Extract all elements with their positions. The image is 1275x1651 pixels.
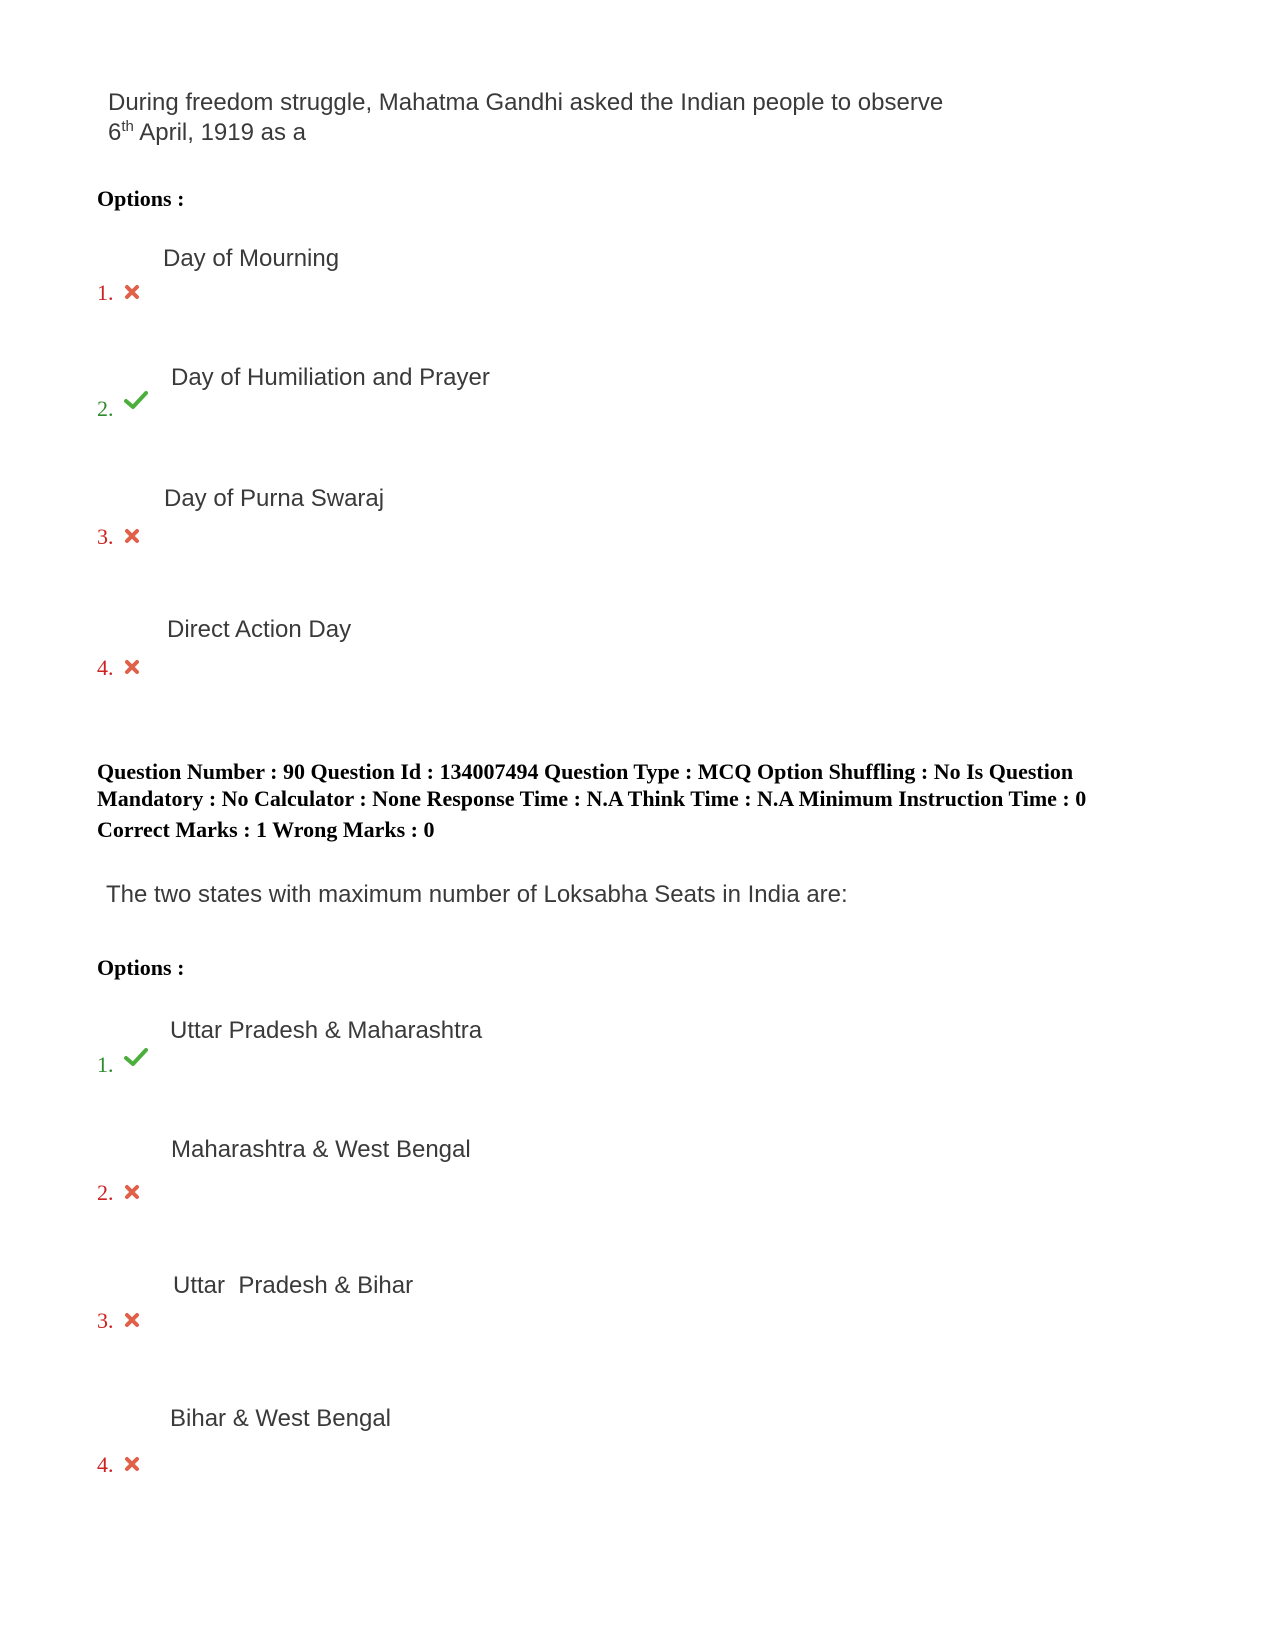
option-number: 3. bbox=[97, 1308, 140, 1334]
option-text: Bihar & West Bengal bbox=[170, 1405, 392, 1432]
option-number: 3. bbox=[97, 524, 140, 550]
cross-icon bbox=[124, 655, 140, 681]
option-text: Uttar Pradesh & Bihar bbox=[173, 1272, 414, 1299]
options-heading: Options : bbox=[97, 186, 185, 211]
question-meta-line-1: Question Number : 90 Question Id : 134007494 Question Type : MCQ Option Shuffling : No Is Question bbox=[97, 759, 1074, 784]
cross-icon bbox=[124, 1308, 140, 1334]
option-number: 1. bbox=[97, 280, 140, 306]
check-icon bbox=[124, 390, 148, 416]
question-text: The two states with maximum number of Loksabha Seats in India are: bbox=[106, 881, 848, 908]
cross-icon bbox=[124, 524, 140, 550]
option-number: 1. bbox=[97, 1052, 148, 1078]
question-meta-line-3: Correct Marks : 1 Wrong Marks : 0 bbox=[97, 817, 435, 842]
cross-icon bbox=[124, 1452, 140, 1478]
option-number: 2. bbox=[97, 396, 148, 422]
option-text: Uttar Pradesh & Maharashtra bbox=[170, 1017, 483, 1044]
option-number: 2. bbox=[97, 1180, 140, 1206]
question-text-line-1: During freedom struggle, Mahatma Gandhi asked the Indian people to observe bbox=[108, 89, 944, 116]
question-meta bbox=[97, 758, 1197, 843]
check-icon bbox=[124, 1047, 148, 1073]
option-text: Maharashtra & West Bengal bbox=[171, 1136, 471, 1163]
option-text: Day of Purna Swaraj bbox=[164, 485, 385, 512]
option-number: 4. bbox=[97, 655, 140, 681]
question-text-line-2: 6th April, 1919 as a bbox=[108, 118, 306, 146]
option-text: Day of Humiliation and Prayer bbox=[171, 364, 490, 391]
option-text: Day of Mourning bbox=[163, 245, 340, 272]
option-text: Direct Action Day bbox=[167, 616, 352, 643]
cross-icon bbox=[124, 280, 140, 306]
option-number: 4. bbox=[97, 1452, 140, 1478]
options-heading: Options : bbox=[97, 955, 185, 980]
question-text bbox=[108, 88, 943, 148]
cross-icon bbox=[124, 1180, 140, 1206]
question-meta-line-2: Mandatory : No Calculator : None Response Time : N.A Think Time : N.A Minimum Instruction Time : 0 bbox=[97, 786, 1087, 811]
